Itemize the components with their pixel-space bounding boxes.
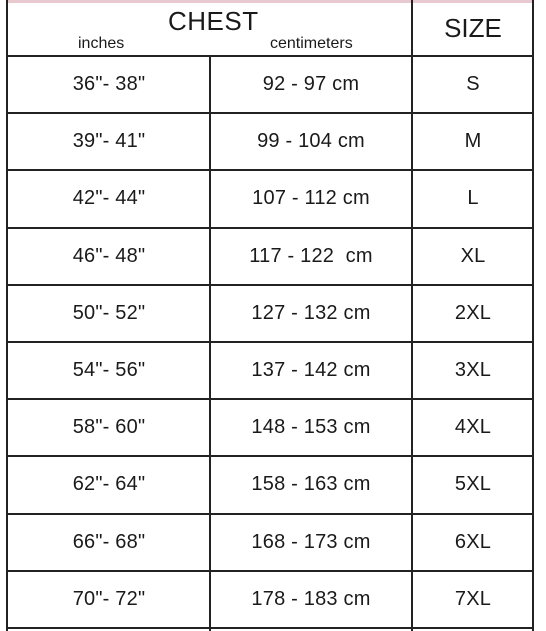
size-cell: 4XL — [454, 416, 492, 439]
size-cell: L — [467, 187, 479, 210]
chest-cm-cell: 99 - 104 cm — [257, 130, 365, 153]
chest-inches-cell: 46"- 48" — [72, 244, 146, 267]
size-cell: 2XL — [454, 301, 492, 324]
size-cell: M — [464, 130, 482, 153]
chest-cm-cell: 178 - 183 cm — [251, 587, 371, 610]
chest-inches-cell: 36"- 38" — [72, 73, 146, 96]
chest-cm-cell: 117 - 122 cm — [249, 244, 373, 267]
size-cell: 7XL — [454, 587, 492, 610]
size-chart — [6, 0, 534, 631]
inches-subheading: inches — [78, 35, 125, 52]
chest-inches-cell: 42"- 44" — [72, 187, 146, 210]
row-divider — [8, 627, 532, 629]
chest-inches-cell: 50"- 52" — [72, 301, 146, 324]
chest-inches-cell: 66"- 68" — [72, 530, 146, 553]
chest-inches-cell: 39"- 41" — [72, 130, 146, 153]
chest-inches-cell: 58"- 60" — [72, 416, 146, 439]
size-cell: S — [466, 73, 480, 96]
size-cell: 6XL — [454, 530, 492, 553]
chest-cm-cell: 107 - 112 cm — [252, 187, 370, 210]
chest-cm-cell: 148 - 153 cm — [251, 416, 371, 439]
chest-cm-cell: 127 - 132 cm — [251, 301, 371, 324]
chest-inches-cell: 62"- 64" — [72, 473, 146, 496]
size-cell: XL — [460, 244, 486, 267]
chest-cm-cell: 137 - 142 cm — [251, 359, 371, 382]
size-heading: SIZE — [444, 12, 502, 43]
centimeters-subheading: centimeters — [270, 35, 353, 52]
chest-cm-cell: 158 - 163 cm — [251, 473, 371, 496]
chest-inches-cell: 70"- 72" — [72, 587, 146, 610]
chest-cm-cell: 168 - 173 cm — [251, 530, 371, 553]
size-cell: 3XL — [454, 359, 492, 382]
chest-heading: CHEST — [168, 6, 259, 36]
chest-inches-cell: 54"- 56" — [72, 359, 146, 382]
chest-cm-cell: 92 - 97 cm — [262, 73, 360, 96]
size-cell: 5XL — [454, 473, 492, 496]
